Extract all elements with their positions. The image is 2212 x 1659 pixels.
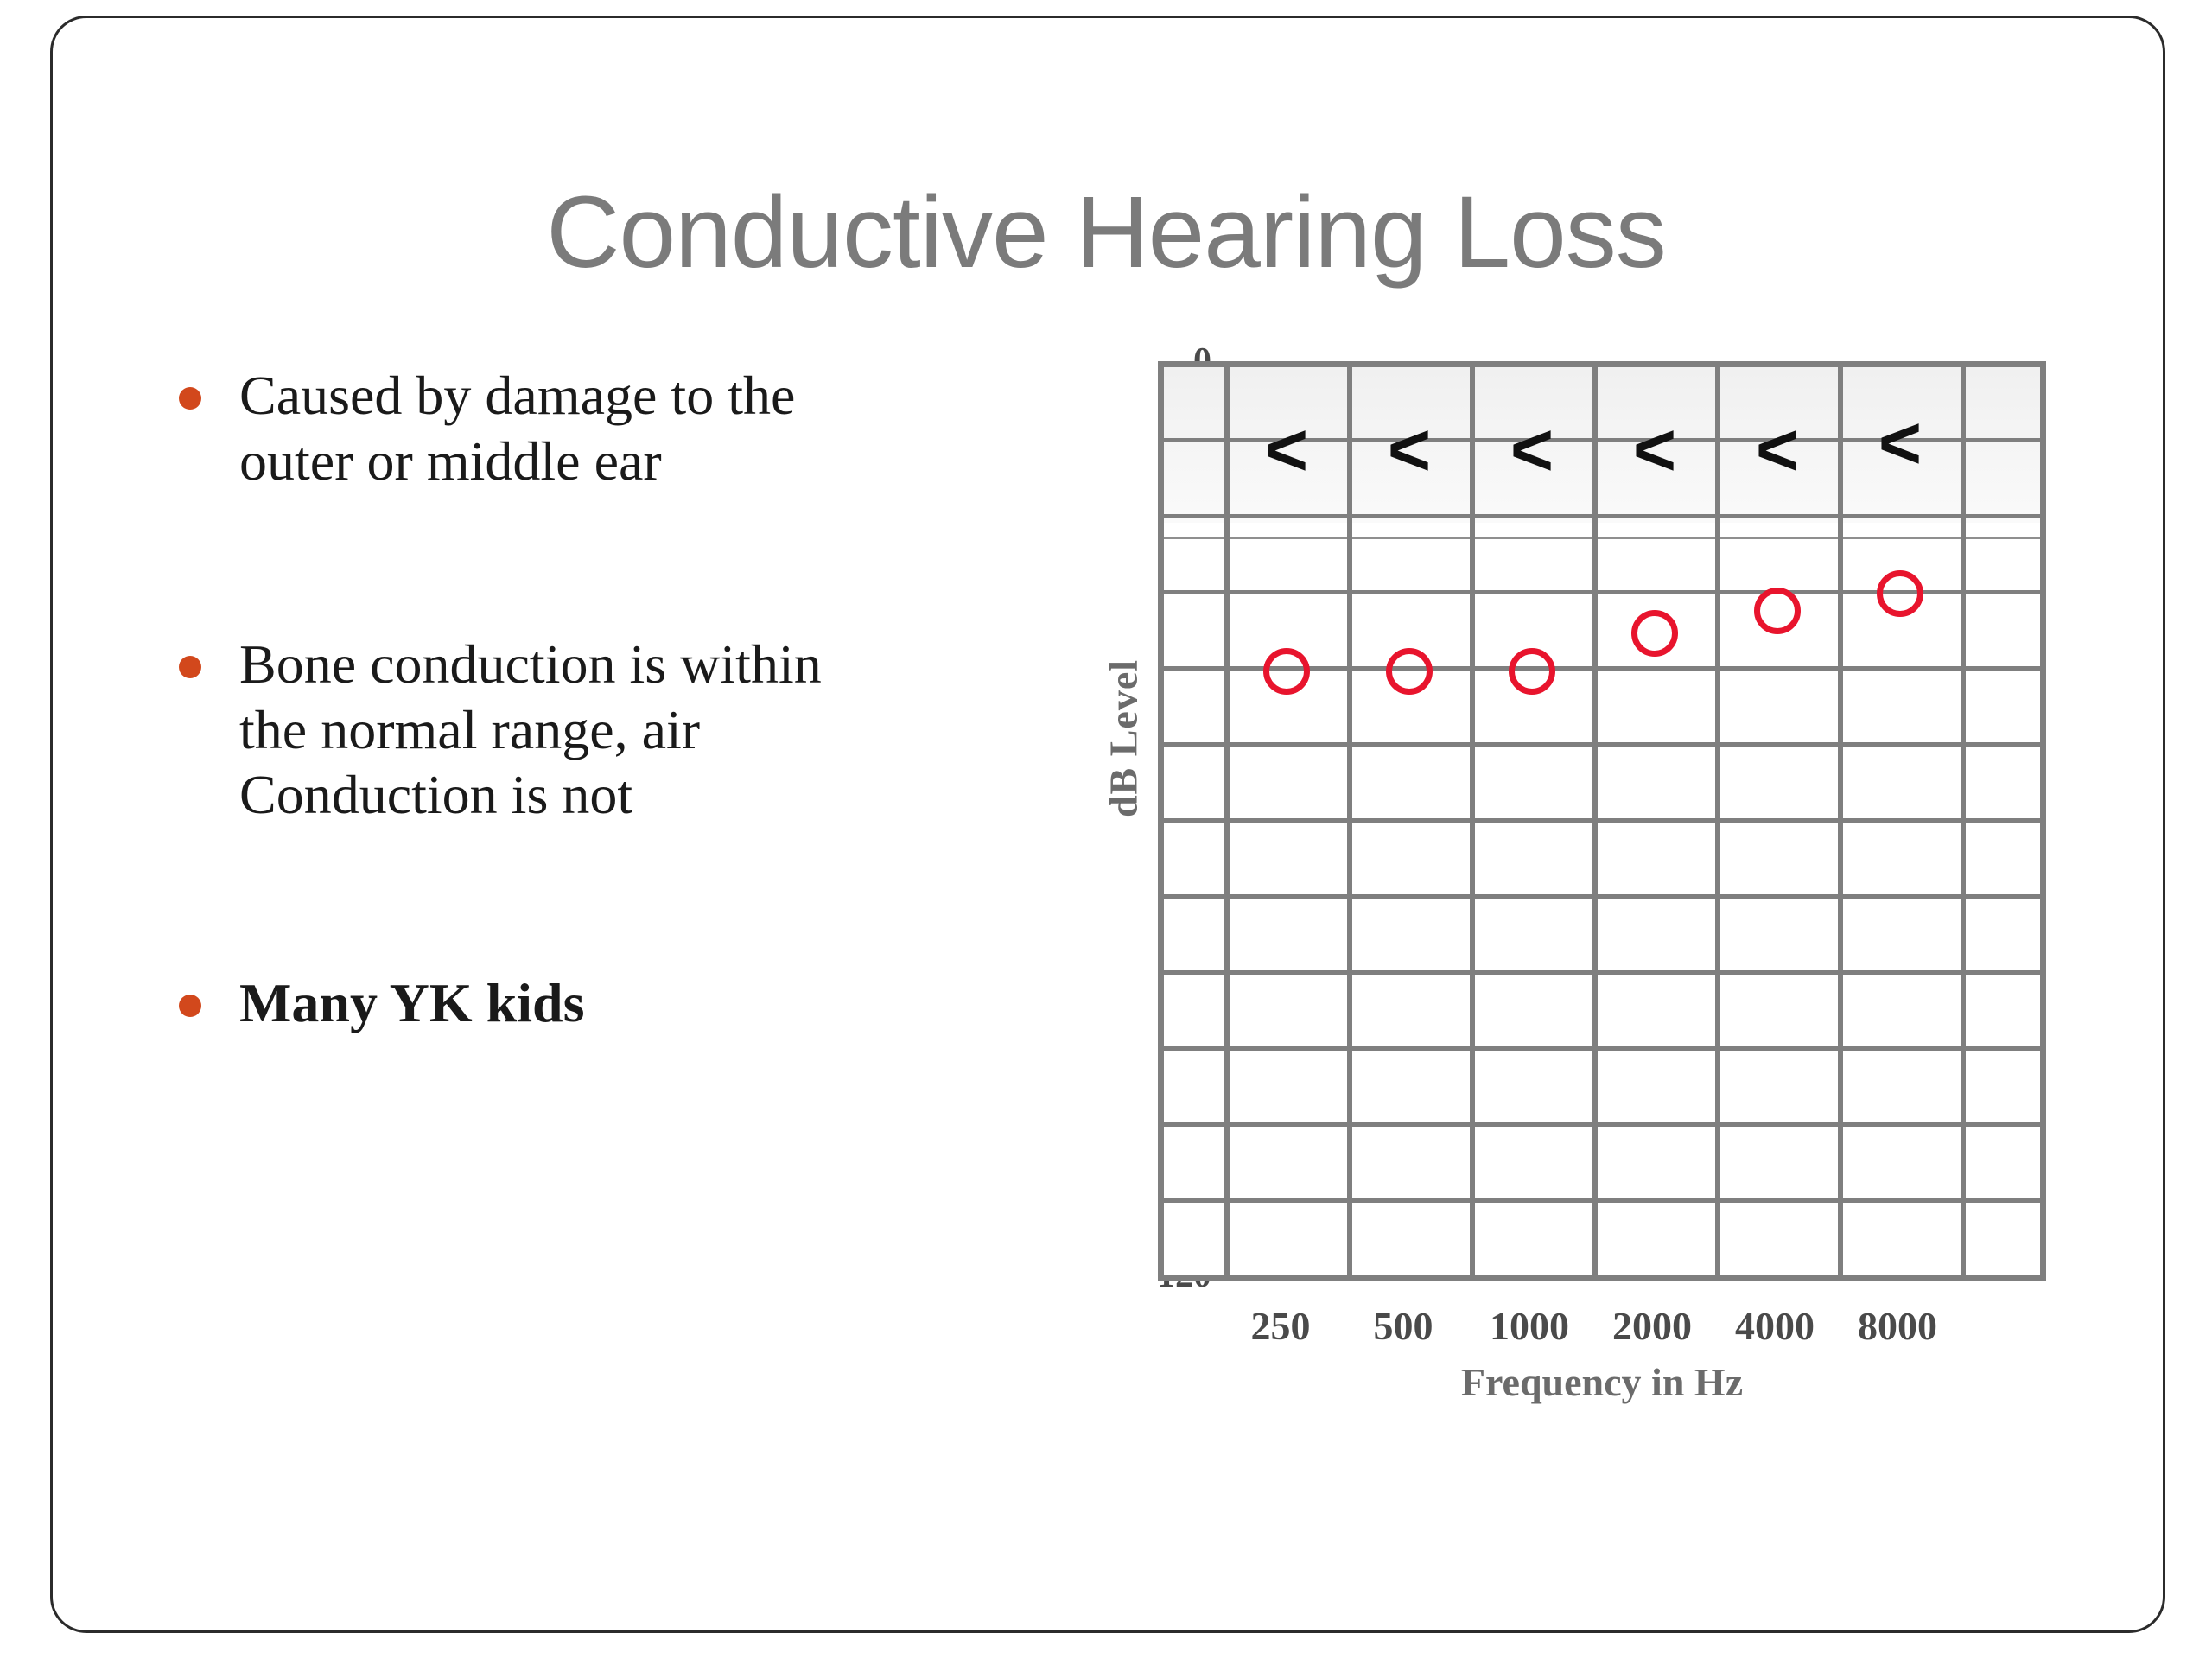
bone-conduction-marker: < [1387, 409, 1432, 492]
x-axis-tick: 1000 [1490, 1304, 1569, 1348]
bullet-dot-icon [179, 387, 201, 410]
list-item [160, 632, 860, 828]
bone-conduction-marker: < [1755, 409, 1800, 492]
gridline-vertical [1592, 367, 1598, 1275]
bullet-text: Many YK kids [239, 971, 585, 1033]
x-axis-tick: 4000 [1735, 1304, 1815, 1348]
list-item [160, 970, 860, 1036]
bullet-dot-icon [179, 656, 201, 678]
plot-area [1158, 361, 2046, 1281]
gridline-horizontal [1164, 1198, 2040, 1203]
gridline-vertical [1224, 367, 1230, 1275]
x-axis-tick: 250 [1250, 1304, 1311, 1348]
gridline-vertical [1715, 367, 1720, 1275]
y-axis-label: dB Level [1101, 658, 1146, 818]
bullet-text: Bone conduction is within the normal range, air Conduction is not [239, 633, 822, 826]
audiogram-chart [994, 344, 2117, 1424]
bullet-text: Caused by damage to the outer or middle ear [239, 365, 796, 492]
gridline-vertical [1470, 367, 1475, 1275]
gridline-horizontal [1164, 742, 2040, 747]
air-conduction-marker [1263, 648, 1310, 695]
air-conduction-marker [1754, 588, 1801, 634]
air-conduction-marker [1877, 570, 1923, 617]
gridline-vertical [1838, 367, 1843, 1275]
gridline-horizontal [1164, 537, 2040, 539]
gridline-vertical [1961, 367, 1966, 1275]
bone-conduction-marker: < [1510, 409, 1554, 492]
bone-conduction-marker: < [1264, 409, 1309, 492]
page-title: Conductive Hearing Loss [546, 175, 1666, 289]
air-conduction-marker [1386, 648, 1433, 695]
bone-conduction-marker: < [1632, 409, 1677, 492]
air-conduction-marker [1631, 610, 1678, 657]
gridline-horizontal [1164, 970, 2040, 975]
gridline-horizontal [1164, 1122, 2040, 1127]
gridline-horizontal [1164, 818, 2040, 823]
bullet-dot-icon [179, 995, 201, 1017]
gridline-horizontal [1164, 894, 2040, 899]
air-conduction-marker [1509, 648, 1555, 695]
x-axis-label: Frequency in Hz [1460, 1360, 1744, 1404]
gridline-vertical [1347, 367, 1352, 1275]
x-axis-tick: 500 [1373, 1304, 1433, 1348]
gridline-horizontal [1164, 1046, 2040, 1051]
list-item [160, 363, 860, 493]
x-axis-tick: 2000 [1612, 1304, 1692, 1348]
bone-conduction-marker: < [1878, 402, 1923, 485]
gridline-horizontal [1164, 514, 2040, 518]
x-axis-tick: 8000 [1858, 1304, 1937, 1348]
bullet-list [160, 363, 860, 1035]
